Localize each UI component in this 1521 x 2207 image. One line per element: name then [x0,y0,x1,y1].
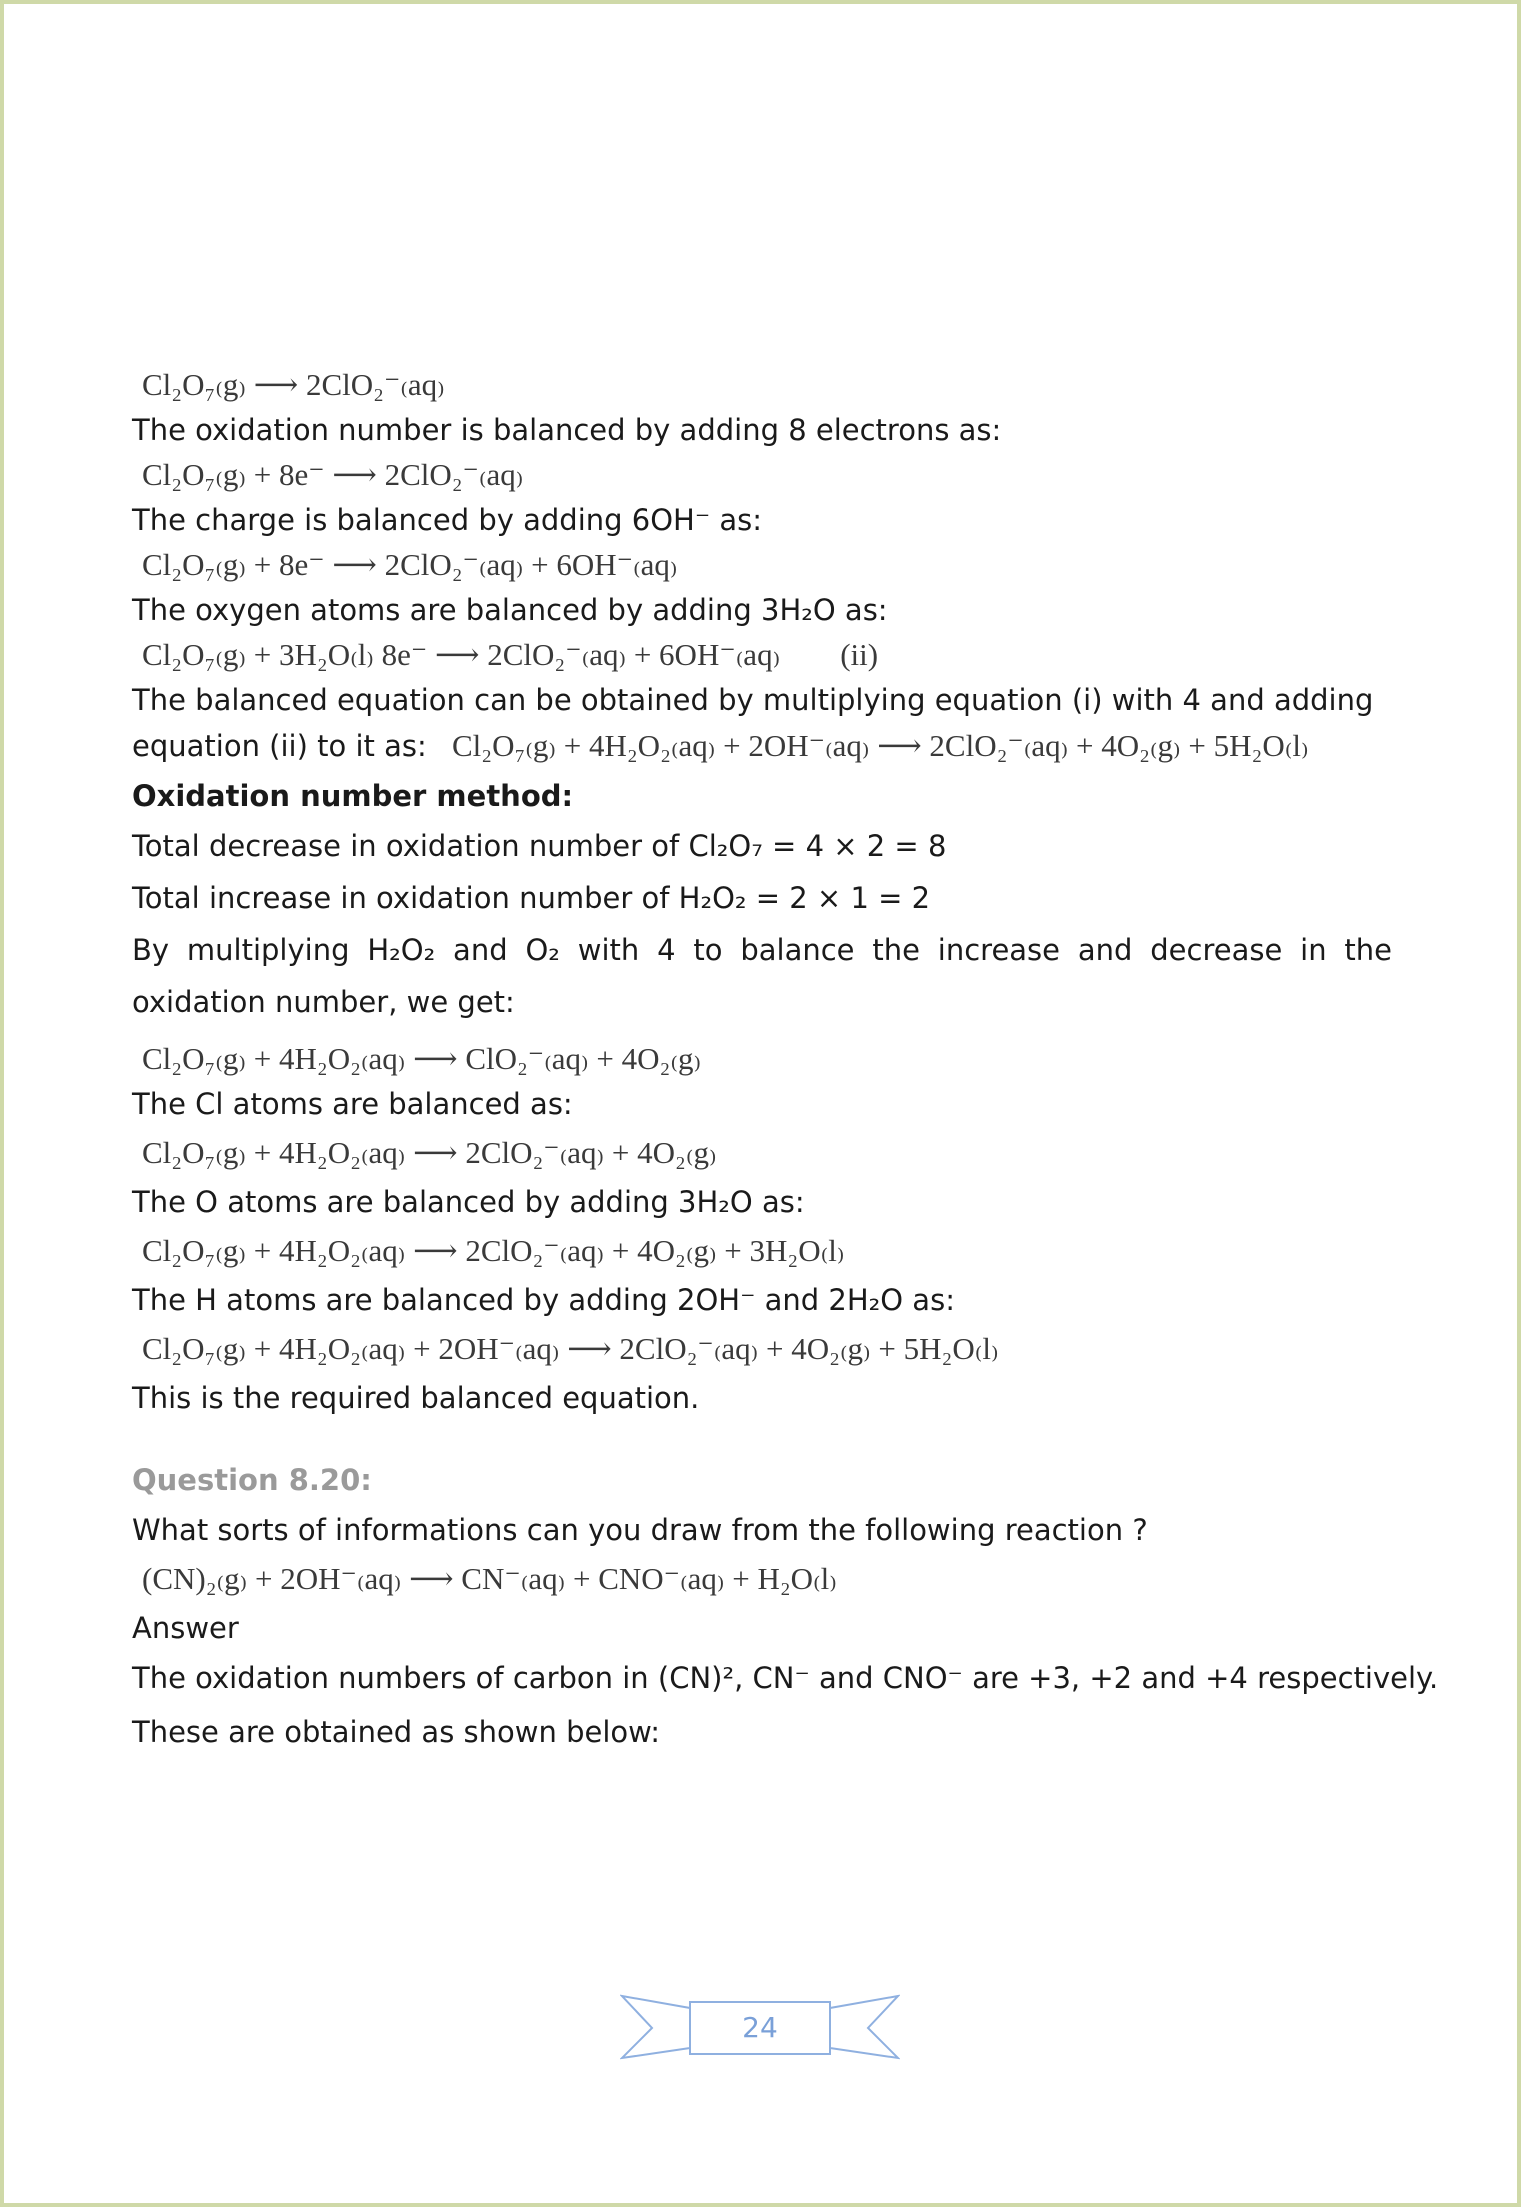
text-charge-balanced: The charge is balanced by adding 6OH⁻ as: [132,503,763,537]
text-total-decrease: Total decrease in oxidation number of Cl₂O₇ = 4 × 2 = 8 [132,829,947,863]
equation-7: Cl₂O₇₍g₎ + 4H₂O₂₍aq₎ ⟶ 2ClO₂⁻₍aq₎ + 4O₂₍g₎ [142,1135,717,1170]
equation-9: Cl₂O₇₍g₎ + 4H₂O₂₍aq₎ + 2OH⁻₍aq₎ ⟶ 2ClO₂⁻₍aq₎ + 4O₂₍g₎ + 5H₂O₍l₎ [142,1331,999,1366]
page-number: 24 [742,2011,778,2044]
equation-1: Cl₂O₇₍g₎ ⟶ 2ClO₂⁻₍aq₎ [142,367,445,402]
equation-5: Cl₂O₇₍g₎ + 4H₂O₂₍aq₎ + 2OH⁻₍aq₎ ⟶ 2ClO₂⁻₍aq₎ + 4O₂₍g₎ + 5H₂O₍l₎ [451,728,1309,763]
equation-4 [132,630,1392,680]
document-body [132,360,1439,1752]
text-obtained-below: These are obtained as shown below: [132,1715,661,1749]
text-oxidation-numbers-carbon: The oxidation numbers of carbon in (CN)², CN⁻ and CNO⁻ are +3, +2 and +4 respectively. [132,1661,1439,1695]
equation-4-body: Cl₂O₇₍g₎ + 3H₂O₍l₎ 8e⁻ ⟶ 2ClO₂⁻₍aq₎ + 6OH⁻₍aq₎ [142,637,781,672]
question-text: What sorts of informations can you draw from the following reaction ? [132,1513,1148,1547]
equation-2: Cl₂O₇₍g₎ + 8e⁻ ⟶ 2ClO₂⁻₍aq₎ [142,457,524,492]
text-equation-ii [132,726,1392,766]
text-required-balanced: This is the required balanced equation. [132,1381,700,1415]
equation-3: Cl₂O₇₍g₎ + 8e⁻ ⟶ 2ClO₂⁻₍aq₎ + 6OH⁻₍aq₎ [142,547,678,582]
text-balanced-obtained: The balanced equation can be obtained by multiplying equation (i) with 4 and adding [132,683,1374,717]
text-oxidation-electrons: The oxidation number is balanced by adding 8 electrons as: [132,413,1002,447]
equation-10: (CN)₂₍g₎ + 2OH⁻₍aq₎ ⟶ CN⁻₍aq₎ + CNO⁻₍aq₎ + H₂O₍l₎ [142,1561,837,1596]
heading-oxidation-number-method: Oxidation number method: [132,779,574,813]
equation-4-label: (ii) [840,637,879,672]
text-o-balanced: The O atoms are balanced by adding 3H₂O as: [132,1185,805,1219]
page-number-ribbon [620,1990,900,2066]
equation-6: Cl₂O₇₍g₎ + 4H₂O₂₍aq₎ ⟶ ClO₂⁻₍aq₎ + 4O₂₍g₎ [142,1041,702,1076]
question-title: Question 8.20: [132,1463,372,1497]
text-equation-ii-label: equation (ii) to it as: [132,729,427,763]
text-cl-balanced: The Cl atoms are balanced as: [132,1087,573,1121]
text-multiplying: By multiplying H₂O₂ and O₂ with 4 to balance the increase and decrease in the oxidation number, we get: [132,933,1392,1019]
answer-label: Answer [132,1611,239,1645]
text-total-increase: Total increase in oxidation number of H₂O₂ = 2 × 1 = 2 [132,881,931,915]
text-h-balanced: The H atoms are balanced by adding 2OH⁻ and 2H₂O as: [132,1283,955,1317]
equation-8: Cl₂O₇₍g₎ + 4H₂O₂₍aq₎ ⟶ 2ClO₂⁻₍aq₎ + 4O₂₍g₎ + 3H₂O₍l₎ [142,1233,845,1268]
text-oxygen-balanced: The oxygen atoms are balanced by adding 3H₂O as: [132,593,888,627]
